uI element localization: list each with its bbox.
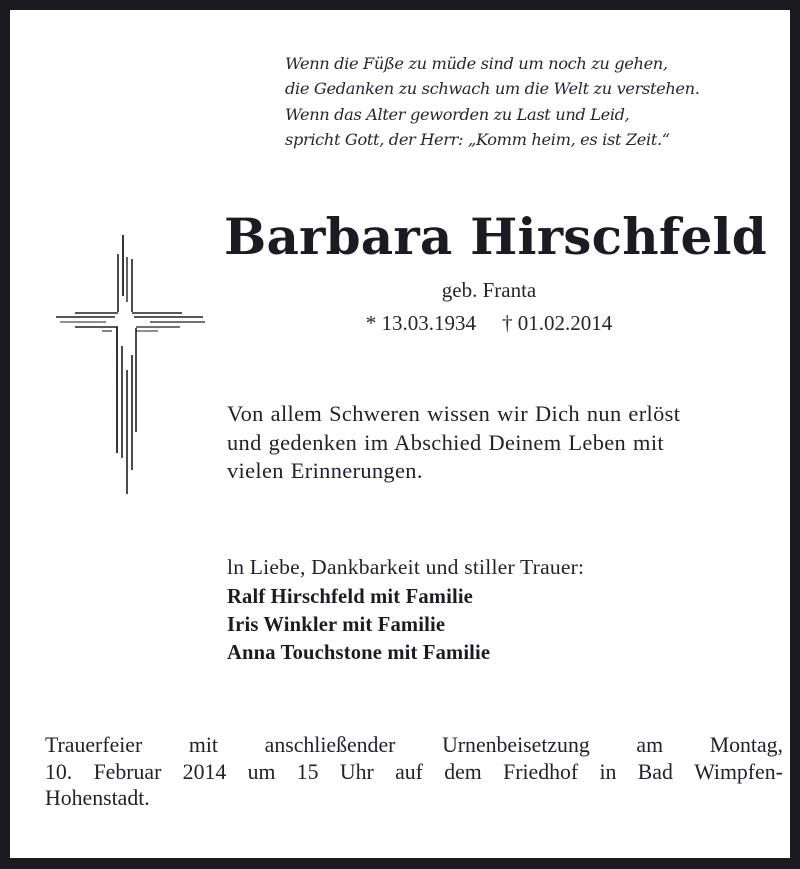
farewell-line: Von allem Schweren wissen wir Dich nun erlöst (227, 401, 681, 426)
service-word: mit (188, 733, 218, 757)
service-line (45, 759, 783, 786)
service-word: 15 (296, 759, 319, 784)
poem-line: Wenn die Füße zu müde sind um noch zu gehen, (285, 54, 668, 73)
service-word: 10. (45, 759, 73, 784)
mourner-name: Anna Touchstone mit Familie (227, 642, 491, 664)
service-word: in (599, 759, 617, 784)
service-line: Hohenstadt. (45, 786, 150, 811)
life-dates (224, 311, 754, 335)
poem-line: die Gedanken zu schwach um die Welt zu verstehen. (285, 79, 700, 99)
death-date: † 01.02.2014 (502, 311, 613, 335)
poem (285, 51, 790, 152)
service-word: Friedhof (503, 759, 579, 784)
mourners-section (227, 553, 767, 667)
mourners-list (227, 583, 767, 667)
birth-date: * 13.03.1934 (365, 311, 476, 335)
service-word: Wimpfen- (694, 759, 783, 784)
service-word: Bad (637, 759, 673, 784)
farewell-line: und gedenken im Abschied Deinem Leben mit (227, 429, 664, 455)
farewell-text (227, 400, 763, 486)
service-word: Urnenbeisetzung (442, 733, 590, 757)
service-word: dem (444, 759, 482, 784)
service-word: Trauerfeier (45, 733, 143, 757)
service-word: um (247, 759, 276, 784)
service-word: anschließender (264, 733, 396, 757)
service-word: am (636, 733, 664, 757)
maiden-name: geb. Franta (441, 278, 537, 302)
service-word: Montag, (709, 733, 783, 757)
poem-line: spricht Gott, der Herr: „Komm heim, es ist Zeit.“ (285, 129, 670, 149)
obituary-page (10, 10, 790, 858)
funeral-service-info (45, 732, 783, 812)
farewell-line: vielen Erinnerungen. (227, 458, 423, 484)
service-line (45, 732, 783, 759)
service-word: Februar (93, 759, 162, 784)
service-word: auf (395, 759, 423, 784)
mourner-name: Ralf Hirschfeld mit Familie (227, 586, 473, 608)
deceased-name: Barbara Hirschfeld (224, 207, 767, 266)
mourner-name: Iris Winkler mit Familie (227, 614, 446, 636)
mourners-intro: ln Liebe, Dankbarkeit und stiller Trauer: (227, 555, 585, 579)
service-word: 2014 (182, 759, 227, 784)
cross-icon (10, 10, 230, 510)
poem-line: Wenn das Alter geworden zu Last und Leid, (285, 104, 630, 124)
service-word: Uhr (339, 759, 374, 784)
